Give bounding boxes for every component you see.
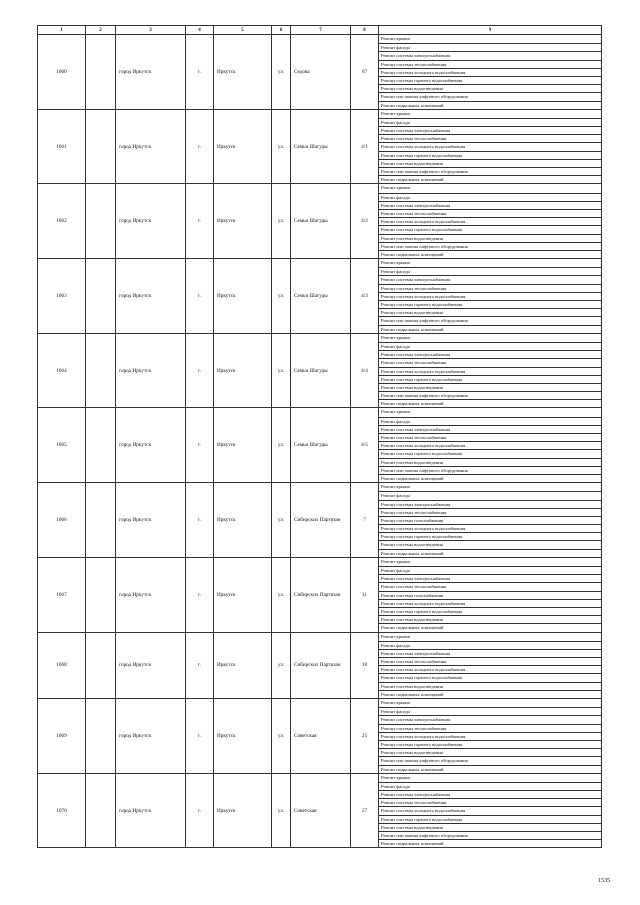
work-item: Ремонт крыши [381,558,410,564]
work-item: Ремонт фасада [379,193,601,201]
work-item: Ремонт фасада [379,417,601,425]
empty-cell [86,109,116,184]
works-list [379,35,601,109]
work-item: Ремонт крыши [381,700,410,705]
work-item: Ремонт фасада [379,641,601,649]
works-cell [379,773,602,848]
work-item: Ремонт системы водоотведения [379,823,601,831]
row-number: 1070 [38,773,86,848]
work-item: Ремонт системы горячего водоснабжения [379,76,601,84]
street-type-cell: ул. [272,483,291,558]
work-item: Ремонт фасада [379,43,601,51]
work-item: Ремонт системы теплоснабжения [379,358,601,366]
row-number: 1063 [38,259,86,334]
street-type-cell: ул. [272,699,291,774]
work-item: Ремонт системы водоотведения [379,682,601,690]
work-item: Ремонт подвальных помещений [379,690,601,698]
col-header: 3 [116,26,186,35]
work-item: Ремонт системы холодного водоснабжения [379,367,601,375]
table-row [38,773,602,848]
street-type-cell: ул. [272,109,291,184]
work-item: Ремонт системы газоснабжения [379,516,601,524]
table-row [38,35,602,110]
work-item: Ремонт или замена лифтового оборудования [379,242,601,250]
locality-type-cell: г. [186,557,214,632]
house-number-cell: 4/1 [351,109,379,184]
street-name-cell: Советская [291,699,351,774]
work-item: Ремонт системы горячего водоснабжения [379,607,601,615]
street-type-cell: ул. [272,184,291,259]
work-item: Ремонт системы электроснабжения [379,275,601,283]
table-row [38,109,602,184]
row-number: 1067 [38,557,86,632]
work-item: Ремонт системы электроснабжения [379,715,601,723]
work-item: Ремонт подвальных помещений [379,623,601,631]
work-item: Ремонт системы водоотведения [379,615,601,623]
work-item: Ремонт системы электроснабжения [379,649,601,657]
work-item: Ремонт или замена лифтового оборудования [379,92,601,100]
street-name-cell: Сибирских Партизан [291,483,351,558]
locality-type-cell: г. [186,184,214,259]
work-item: Ремонт системы водоотведения [379,540,601,548]
col-header: 1 [38,26,86,35]
work-item: Ремонт системы холодного водоснабжения [379,524,601,532]
locality-name-cell: Иркутск [214,773,272,848]
locality-name-cell: Иркутск [214,557,272,632]
table-row [38,333,602,408]
house-number-cell: 4/4 [351,333,379,408]
street-type-cell: ул. [272,408,291,483]
page-number: 1535 [598,878,610,884]
works-list [379,334,601,408]
work-item: Ремонт системы водоотведения [379,159,601,167]
empty-cell [86,35,116,110]
house-number-cell: 4/3 [351,259,379,334]
locality-name-cell: Иркутск [214,333,272,408]
locality-type-cell: г. [186,773,214,848]
works-cell [379,632,602,699]
municipality-cell: город Иркутск [116,333,186,408]
row-number: 1068 [38,632,86,699]
works-cell [379,483,602,558]
house-number-cell: 25 [351,699,379,774]
street-name-cell: Сибирских Партизан [291,557,351,632]
work-item: Ремонт системы холодного водоснабжения [379,217,601,225]
house-number-cell: 67 [351,35,379,110]
municipality-cell: город Иркутск [116,557,186,632]
row-number: 1069 [38,699,86,774]
table-row [38,557,602,632]
column-number-row [38,26,602,35]
col-header: 6 [272,26,291,35]
locality-name-cell: Иркутск [214,632,272,699]
work-item: Ремонт подвальных помещений [379,325,601,333]
locality-type-cell: г. [186,35,214,110]
work-item: Ремонт системы холодного водоснабжения [379,292,601,300]
work-item: Ремонт системы горячего водоснабжения [379,300,601,308]
municipality-cell: город Иркутск [116,259,186,334]
table-row [38,259,602,334]
works-cell [379,109,602,184]
work-item: Ремонт системы холодного водоснабжения [379,68,601,76]
house-number-cell: 11 [351,557,379,632]
work-item: Ремонт системы теплоснабжения [379,60,601,68]
works-list [379,483,601,557]
works-cell [379,408,602,483]
empty-cell [86,408,116,483]
locality-type-cell: г. [186,109,214,184]
work-item: Ремонт системы электроснабжения [379,126,601,134]
work-item: Ремонт системы холодного водоснабжения [379,732,601,740]
street-type-cell: ул. [272,35,291,110]
work-item: Ремонт системы теплоснабжения [379,209,601,217]
street-name-cell: Седова [291,35,351,110]
work-item: Ремонт системы водоотведения [379,308,601,316]
work-item: Ремонт системы горячего водоснабжения [379,740,601,748]
col-header: 5 [214,26,272,35]
work-item: Ремонт подвальных помещений [379,175,601,183]
col-header: 8 [351,26,379,35]
empty-cell [86,259,116,334]
row-number: 1064 [38,333,86,408]
empty-cell [86,773,116,848]
col-header: 9 [379,26,602,35]
municipality-cell: город Иркутск [116,773,186,848]
work-item: Ремонт системы горячего водоснабжения [379,673,601,681]
work-item: Ремонт крыши [381,36,410,41]
work-item: Ремонт системы теплоснабжения [379,433,601,441]
table-row [38,184,602,259]
table-row [38,632,602,699]
work-item: Ремонт крыши [381,484,410,490]
work-item: Ремонт или замена лифтового оборудования [379,831,601,839]
locality-name-cell: Иркутск [214,109,272,184]
work-item: Ремонт системы холодного водоснабжения [379,599,601,607]
work-item: Ремонт фасада [379,707,601,715]
street-type-cell: ул. [272,259,291,334]
work-item: Ремонт системы водоотведения [379,383,601,391]
work-item: Ремонт подвальных помещений [379,549,601,557]
locality-type-cell: г. [186,483,214,558]
work-item: Ремонт системы горячего водоснабжения [379,225,601,233]
municipality-cell: город Иркутск [116,184,186,259]
house-number-cell: 4/2 [351,184,379,259]
works-list [379,110,601,184]
work-item: Ремонт или замена лифтового оборудования [379,756,601,764]
works-cell [379,557,602,632]
work-item: Ремонт системы электроснабжения [379,51,601,59]
work-item: Ремонт системы газоснабжения [379,591,601,599]
work-item: Ремонт системы холодного водоснабжения [379,441,601,449]
work-item: Ремонт подвальных помещений [379,250,601,258]
work-item: Ремонт подвальных помещений [379,839,601,847]
street-name-cell: Сибирских Партизан [291,632,351,699]
work-item: Ремонт системы холодного водоснабжения [379,142,601,150]
empty-cell [86,184,116,259]
municipality-cell: город Иркутск [116,35,186,110]
street-name-cell: Семьи Шагуды [291,184,351,259]
locality-type-cell: г. [186,632,214,699]
work-item: Ремонт системы электроснабжения [379,790,601,798]
street-name-cell: Советская [291,773,351,848]
works-list [379,699,601,773]
street-type-cell: ул. [272,557,291,632]
work-item: Ремонт фасада [379,118,601,126]
works-cell [379,184,602,259]
work-item: Ремонт системы водоотведения [379,458,601,466]
street-name-cell: Семьи Шагуды [291,408,351,483]
work-item: Ремонт крыши [381,110,410,116]
work-item: Ремонт крыши [381,774,410,780]
street-name-cell: Семьи Шагуды [291,259,351,334]
work-item: Ремонт системы электроснабжения [379,350,601,358]
street-type-cell: ул. [272,333,291,408]
col-header: 7 [291,26,351,35]
street-type-cell: ул. [272,773,291,848]
work-item: Ремонт системы теплоснабжения [379,724,601,732]
work-item: Ремонт фасада [379,491,601,499]
empty-cell [86,557,116,632]
municipality-cell: город Иркутск [116,109,186,184]
municipality-cell: город Иркутск [116,483,186,558]
work-item: Ремонт крыши [381,260,410,266]
empty-cell [86,632,116,699]
works-list [379,558,601,632]
work-item: Ремонт подвальных помещений [379,474,601,482]
work-item: Ремонт крыши [381,334,410,340]
locality-type-cell: г. [186,333,214,408]
house-number-cell: 4/5 [351,408,379,483]
locality-type-cell: г. [186,259,214,334]
capital-repair-table [37,25,602,848]
row-number: 1060 [38,35,86,110]
municipality-cell: город Иркутск [116,632,186,699]
locality-name-cell: Иркутск [214,699,272,774]
work-item: Ремонт системы водоотведения [379,234,601,242]
work-item: Ремонт системы теплоснабжения [379,508,601,516]
municipality-cell: город Иркутск [116,699,186,774]
table-row [38,408,602,483]
work-item: Ремонт системы теплоснабжения [379,657,601,665]
work-item: Ремонт подвальных помещений [379,399,601,407]
work-item: Ремонт системы теплоснабжения [379,798,601,806]
work-item: Ремонт системы электроснабжения [379,425,601,433]
work-item: Ремонт подвальных помещений [379,101,601,109]
works-list [379,633,601,699]
work-item: Ремонт системы водоотведения [379,748,601,756]
work-item: Ремонт системы теплоснабжения [379,582,601,590]
work-item: Ремонт крыши [381,633,410,639]
works-cell [379,259,602,334]
work-item: Ремонт крыши [381,409,410,415]
house-number-cell: 7 [351,483,379,558]
work-item: Ремонт или замена лифтового оборудования [379,316,601,324]
work-item: Ремонт или замена лифтового оборудования [379,167,601,175]
works-list [379,259,601,333]
locality-name-cell: Иркутск [214,408,272,483]
work-item: Ремонт системы электроснабжения [379,574,601,582]
work-item: Ремонт системы электроснабжения [379,201,601,209]
street-type-cell: ул. [272,632,291,699]
street-name-cell: Семьи Шагуды [291,333,351,408]
work-item: Ремонт фасада [379,566,601,574]
row-number: 1061 [38,109,86,184]
col-header: 2 [86,26,116,35]
empty-cell [86,699,116,774]
work-item: Ремонт фасада [379,782,601,790]
empty-cell [86,483,116,558]
locality-type-cell: г. [186,408,214,483]
works-cell [379,35,602,110]
work-item: Ремонт системы теплоснабжения [379,284,601,292]
row-number: 1066 [38,483,86,558]
work-item: Ремонт системы холодного водоснабжения [379,806,601,814]
work-item: Ремонт подвальных помещений [379,765,601,773]
work-item: Ремонт системы горячего водоснабжения [379,375,601,383]
locality-name-cell: Иркутск [214,259,272,334]
work-item: Ремонт системы холодного водоснабжения [379,665,601,673]
works-list [379,408,601,482]
work-item: Ремонт крыши [381,185,410,191]
table-row [38,699,602,774]
work-item: Ремонт системы электроснабжения [379,500,601,508]
municipality-cell: город Иркутск [116,408,186,483]
works-list [379,774,601,848]
works-cell [379,699,602,774]
locality-name-cell: Иркутск [214,184,272,259]
table-row [38,483,602,558]
street-name-cell: Семьи Шагуды [291,109,351,184]
house-number-cell: 27 [351,773,379,848]
locality-name-cell: Иркутск [214,35,272,110]
locality-name-cell: Иркутск [214,483,272,558]
row-number: 1062 [38,184,86,259]
row-number: 1065 [38,408,86,483]
house-number-cell: 18 [351,632,379,699]
work-item: Ремонт системы горячего водоснабжения [379,815,601,823]
col-header: 4 [186,26,214,35]
work-item: Ремонт или замена лифтового оборудования [379,466,601,474]
locality-type-cell: г. [186,699,214,774]
work-item: Ремонт системы горячего водоснабжения [379,151,601,159]
works-cell [379,333,602,408]
empty-cell [86,333,116,408]
work-item: Ремонт фасада [379,342,601,350]
works-list [379,184,601,258]
work-item: Ремонт фасада [379,267,601,275]
work-item: Ремонт или замена лифтового оборудования [379,391,601,399]
work-item: Ремонт системы горячего водоснабжения [379,449,601,457]
work-item: Ремонт системы горячего водоснабжения [379,532,601,540]
work-item: Ремонт системы теплоснабжения [379,134,601,142]
work-item: Ремонт системы водоотведения [379,84,601,92]
